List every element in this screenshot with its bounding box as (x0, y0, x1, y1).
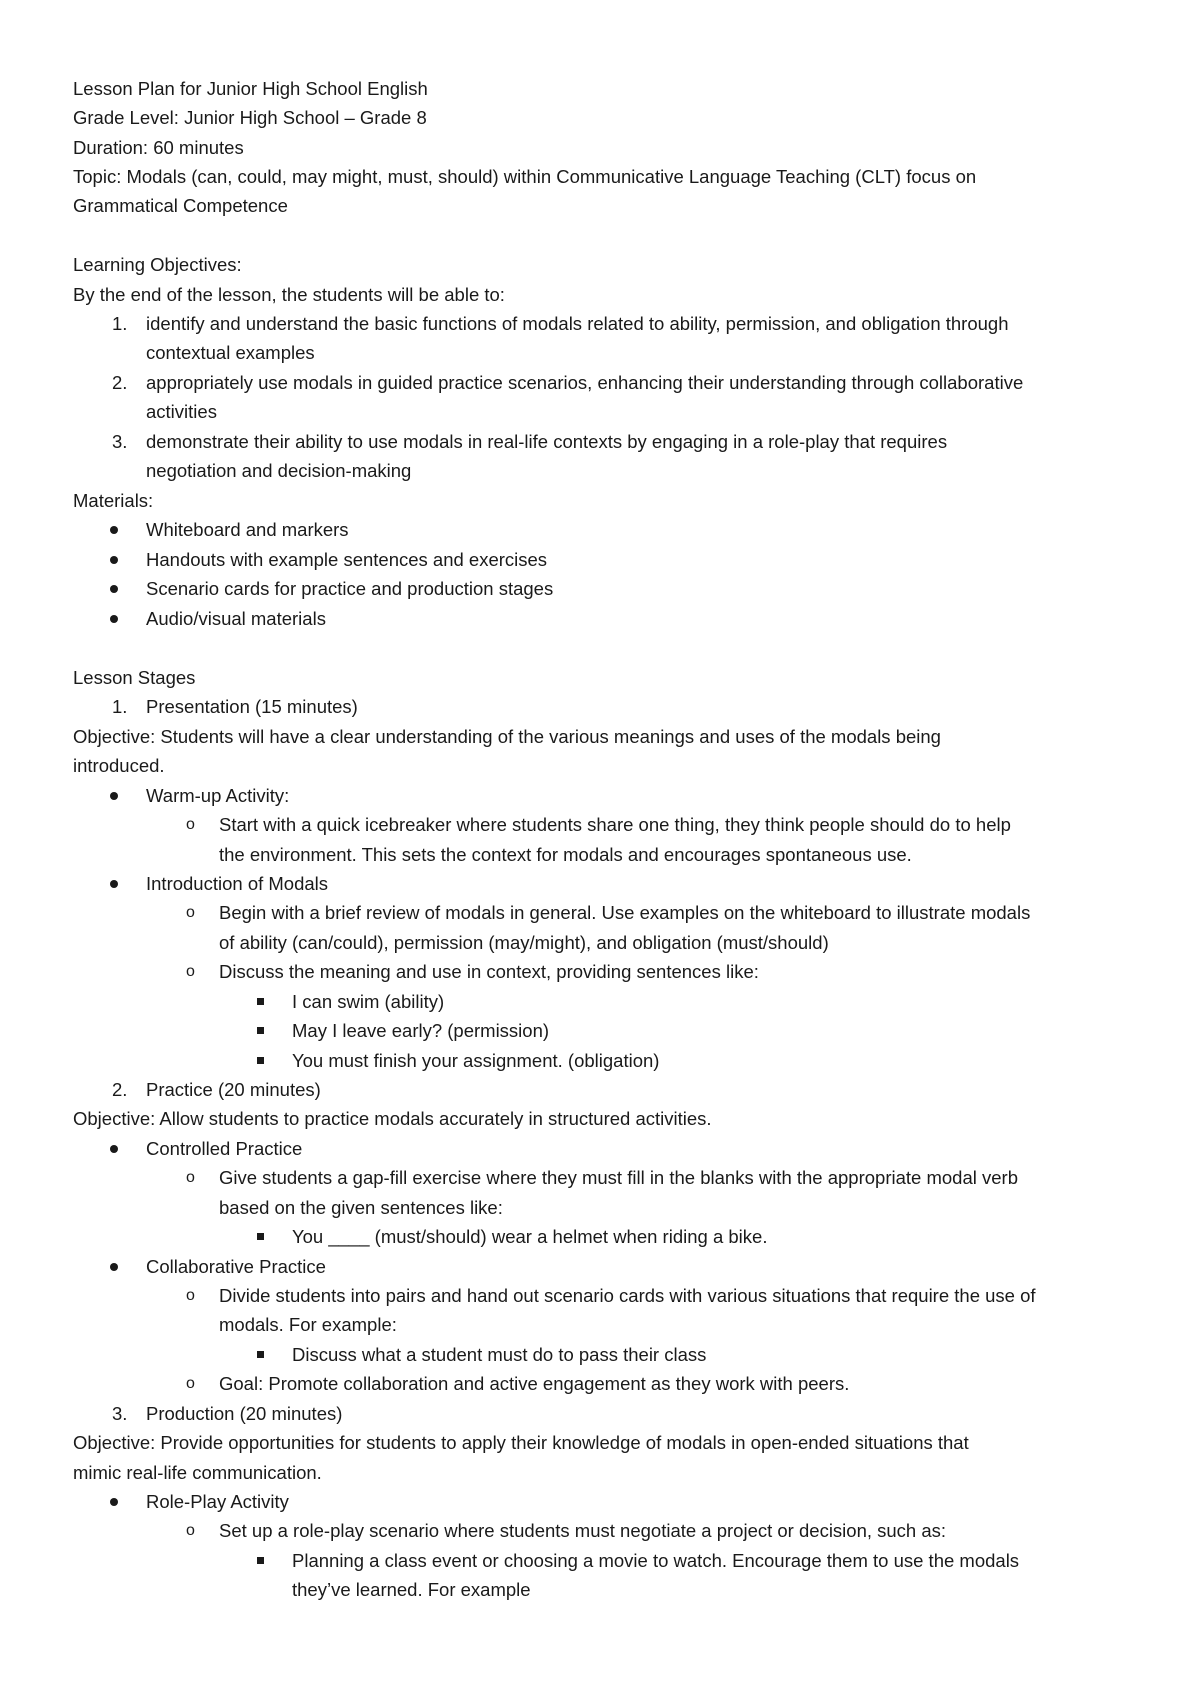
stage-number: 3. (112, 1403, 128, 1424)
controlled-practice-heading: Controlled Practice (146, 1138, 303, 1159)
square-bullet-icon (257, 1233, 264, 1240)
objectives-heading: Learning Objectives: (73, 254, 242, 275)
production-title: Production (20 minutes) (146, 1403, 343, 1424)
example-sentence: You ____ (must/should) wear a helmet when riding a bike. (292, 1226, 768, 1247)
objective-2-line-1: appropriately use modals in guided practice scenarios, enhancing their understanding through collaborative (146, 372, 1024, 393)
stages-heading: Lesson Stages (73, 667, 196, 688)
bullet-icon (110, 526, 118, 534)
square-bullet-icon (257, 1027, 264, 1034)
production-objective-line-1: Objective: Provide opportunities for students to apply their knowledge of modals in open-ended situations that (73, 1432, 969, 1453)
intro-modals-heading: Introduction of Modals (146, 873, 329, 894)
objectives-intro: By the end of the lesson, the students will be able to: (73, 284, 505, 305)
stage-number: 2. (112, 1079, 128, 1100)
topic-line-2: Grammatical Competence (73, 195, 288, 216)
warmup-detail-line-2: the environment. This sets the context for modals and encourages spontaneous use. (219, 844, 912, 865)
document-title: Lesson Plan for Junior High School English (73, 78, 428, 99)
presentation-objective-line-2: introduced. (73, 755, 165, 776)
presentation-objective-line-1: Objective: Students will have a clear understanding of the various meanings and uses of the modals being (73, 726, 941, 747)
bullet-icon (110, 792, 118, 800)
material-item: Audio/visual materials (146, 608, 326, 629)
bullet-icon (110, 1498, 118, 1506)
objective-number: 2. (112, 372, 128, 393)
intro-detail-1-line-2: of ability (can/could), permission (may/might), and obligation (must/should) (219, 932, 829, 953)
stage-number: 1. (112, 696, 128, 717)
materials-heading: Materials: (73, 490, 154, 511)
controlled-detail-line-1: Give students a gap-fill exercise where they must fill in the blanks with the appropriate modal verb (219, 1167, 1018, 1188)
circle-bullet-icon: o (186, 1287, 195, 1304)
objective-3-line-2: negotiation and decision-making (146, 460, 412, 481)
circle-bullet-icon: o (186, 1169, 195, 1186)
example-sentence: May I leave early? (permission) (292, 1020, 550, 1041)
circle-bullet-icon: o (186, 1522, 195, 1539)
practice-title: Practice (20 minutes) (146, 1079, 321, 1100)
intro-detail-1-line-1: Begin with a brief review of modals in general. Use examples on the whiteboard to illustrate modals (219, 902, 1031, 923)
bullet-icon (110, 1145, 118, 1153)
objective-number: 3. (112, 431, 128, 452)
duration: Duration: 60 minutes (73, 137, 244, 158)
objective-3-line-1: demonstrate their ability to use modals in real-life contexts by engaging in a role-play that requires (146, 431, 948, 452)
material-item: Handouts with example sentences and exercises (146, 549, 548, 570)
example-sentence: You must finish your assignment. (obligation) (292, 1050, 660, 1071)
square-bullet-icon (257, 1351, 264, 1358)
production-objective-line-2: mimic real-life communication. (73, 1462, 322, 1483)
square-bullet-icon (257, 1557, 264, 1564)
bullet-icon (110, 880, 118, 888)
warmup-detail-line-1: Start with a quick icebreaker where students share one thing, they think people should do to help (219, 814, 1011, 835)
bullet-icon (110, 615, 118, 623)
objective-number: 1. (112, 313, 128, 334)
circle-bullet-icon: o (186, 904, 195, 921)
grade-level: Grade Level: Junior High School – Grade 8 (73, 107, 427, 128)
circle-bullet-icon: o (186, 816, 195, 833)
collab-goal: Goal: Promote collaboration and active engagement as they work with peers. (219, 1373, 850, 1394)
bullet-icon (110, 585, 118, 593)
circle-bullet-icon: o (186, 1375, 195, 1392)
material-item: Whiteboard and markers (146, 519, 349, 540)
topic-line-1: Topic: Modals (can, could, may might, must, should) within Communicative Language Teaching (CLT) focus on (73, 166, 977, 187)
presentation-title: Presentation (15 minutes) (146, 696, 358, 717)
objective-2-line-2: activities (146, 401, 217, 422)
practice-objective: Objective: Allow students to practice modals accurately in structured activities. (73, 1108, 712, 1129)
roleplay-heading: Role-Play Activity (146, 1491, 289, 1512)
material-item: Scenario cards for practice and production stages (146, 578, 554, 599)
square-bullet-icon (257, 998, 264, 1005)
square-bullet-icon (257, 1057, 264, 1064)
roleplay-detail: Set up a role-play scenario where students must negotiate a project or decision, such as: (219, 1520, 947, 1541)
roleplay-example-line-1: Planning a class event or choosing a movie to watch. Encourage them to use the modals (292, 1550, 1020, 1571)
warmup-heading: Warm-up Activity: (146, 785, 290, 806)
objective-1-line-2: contextual examples (146, 342, 315, 363)
example-sentence: I can swim (ability) (292, 991, 445, 1012)
collab-detail-line-1: Divide students into pairs and hand out scenario cards with various situations that require the use of (219, 1285, 1036, 1306)
controlled-detail-line-2: based on the given sentences like: (219, 1197, 503, 1218)
collab-detail-line-2: modals. For example: (219, 1314, 397, 1335)
circle-bullet-icon: o (186, 963, 195, 980)
collaborative-practice-heading: Collaborative Practice (146, 1256, 326, 1277)
intro-detail-2: Discuss the meaning and use in context, providing sentences like: (219, 961, 759, 982)
objective-1-line-1: identify and understand the basic functions of modals related to ability, permission, and obligation through (146, 313, 1009, 334)
example-sentence: Discuss what a student must do to pass their class (292, 1344, 707, 1365)
bullet-icon (110, 556, 118, 564)
bullet-icon (110, 1263, 118, 1271)
roleplay-example-line-2: they’ve learned. For example (292, 1579, 531, 1600)
